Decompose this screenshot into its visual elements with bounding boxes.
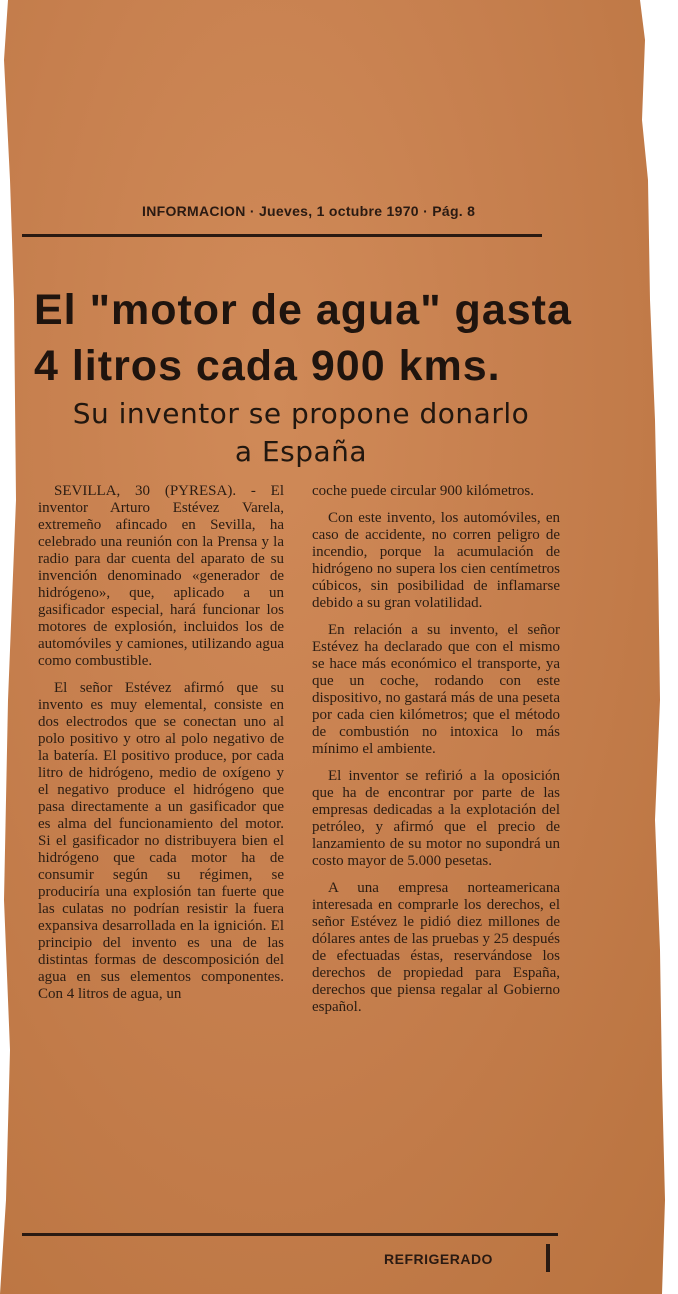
article-paragraph-continued: coche puede circular 900 kilómetros. (312, 483, 534, 499)
subheadline-line-1: Su inventor se propone donarlo (72, 397, 530, 430)
footer-text: REFRIGERADO (384, 1251, 493, 1267)
headline (34, 282, 594, 394)
article-paragraph: El inventor se refirió a la oposición que ha de encontrar por parte de las empresas dedicadas a la explotación del petróleo, y afirmó que el precio de lanzamiento de su motor no supondrá un costo mayor de 5.000 pesetas. (312, 768, 560, 869)
article-column-2 (312, 483, 560, 1026)
article-paragraph: En relación a su invento, el señor Estévez ha declarado que con el mismo se hace más económico el transporte, ya que un coche, rodando con este dispositivo, no gastará más de una peseta por cada cien kilómetros; que el método de combustión no intoxica lo más mínimo el ambiente. (312, 622, 560, 757)
article-paragraph: A una empresa norteamericana interesada en comprarle los derechos, el señor Estévez le pidió diez millones de dólares antes de las pruebas y 25 después de efectuadas éstas, reservándose los derechos de propiedad para España, derechos que piensa regalar al Gobierno español. (312, 880, 560, 1015)
subheadline (36, 395, 566, 471)
article-paragraph: El señor Estévez afirmó que su invento es muy elemental, consiste en dos electrodos que se conectan uno al polo positivo y otro al polo negativo de la batería. El positivo produce, por cada litro de hidrógeno, medio de oxígeno y el negativo produce el hidrógeno que pasa directamente a un gasificador que es alma del funcionamiento del motor. Si el gasificador no distribuyera bien el hidrógeno que cada motor ha de consumir según su régimen, se produciría una explosión tan fuerte que las culatas no podrían resistir la fuera expansiva desarrollada en la ignición. El principio del invento es una de las distintas formas de descomposición del agua en sus elementos componentes. Con 4 litros de agua, un (38, 680, 284, 1002)
subheadline-line-2: a España (234, 435, 368, 468)
newspaper-header: INFORMACION · Jueves, 1 octubre 1970 · Pág. 8 (142, 203, 476, 219)
headline-line-2: 4 litros cada 900 kms. (34, 342, 501, 390)
footer-rule (22, 1233, 558, 1236)
article-paragraph: SEVILLA, 30 (PYRESA). - El inventor Arturo Estévez Varela, extremeño afincado en Sevilla, ha celebrado una reunión con la Prensa y la radio para dar cuenta del aparato de su invención denominado «generador de hidrógeno», que, aplicado a un gasificador especial, hará funcionar los motores de explosión, incluidos los de automóviles y camiones, utilizando agua como combustible. (38, 483, 284, 669)
article-column-1 (38, 483, 284, 1013)
article-paragraph: Con este invento, los automóviles, en caso de accidente, no corren peligro de incendio, porque la acumulación de hidrógeno no supera los cien centímetros cúbicos, sin posibilidad de inflamarse debido a su gran volatilidad. (312, 510, 560, 611)
headline-line-1: El "motor de agua" gasta (34, 286, 572, 334)
footer-bar (546, 1244, 550, 1272)
header-rule (22, 234, 542, 237)
